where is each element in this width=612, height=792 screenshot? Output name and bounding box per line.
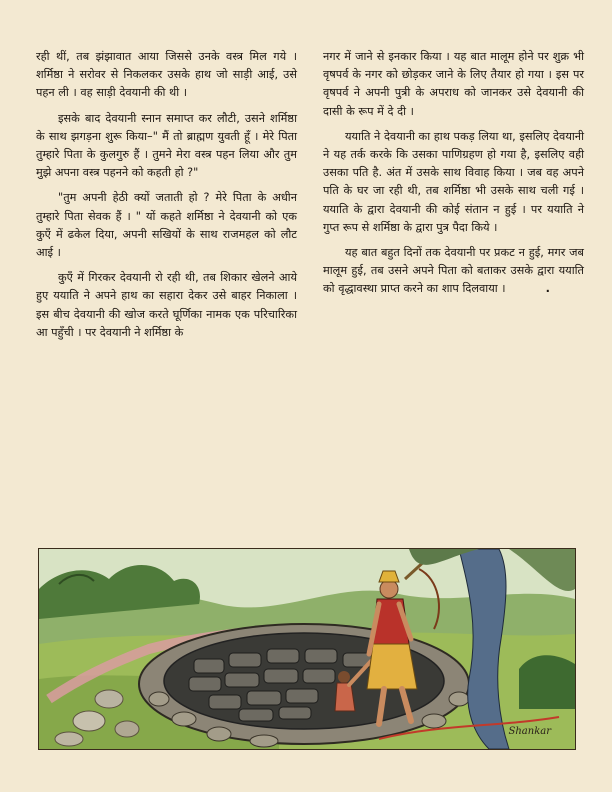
text-columns — [36, 48, 584, 528]
left-column — [36, 48, 297, 528]
left-paragraph-1: रही थीं, तब झंझावात आया जिससे उनके वस्त्र मिल गये । शर्मिष्ठा ने सरोवर से निकलकर उसके हाथ जो साड़ी आई, उसे पहन ली । वह साड़ी देवयानी की थी । — [36, 50, 297, 100]
right-paragraph-3 — [323, 244, 584, 299]
artist-signature: Shankar — [508, 726, 551, 737]
right-paragraph-2: ययाति ने देवयानी का हाथ पकड़ लिया था, इसलिए देवयानी ने यह तर्क करके कि उसका पाणिग्रहण हो गया है, इसलिए वही उसका पति है. अंत में उसके साथ विवाह किया । जब वह अपने पति के घर जा रही थी, तब शर्मिष्ठा भी उसके साथ चली गई । ययाति के द्वारा देवयानी की कोई संतान न हुई । पर ययाति ने गुप्त रूप से शर्मिष्ठा के द्वारा पुत्र पैदा किये । — [323, 129, 584, 234]
illustration-drawing — [39, 549, 575, 749]
left-paragraph-4: कुएँ में गिरकर देवयानी रो रही थी, तब शिकार खेलने आये हुए ययाति ने अपने हाथ का सहारा देकर उसे बाहर निकाला । इस बीच देवयानी की खोज करते घूर्णिका नामक एक परिचारिका आ पहुँची । पर देवयानी ने शर्मिष्ठा के — [36, 271, 297, 339]
illustration-well-rescue — [38, 548, 576, 750]
right-column — [323, 48, 584, 528]
right-paragraph-1: नगर में जाने से इनकार किया । यह बात मालूम होने पर शुक्र भी वृषपर्व के नगर को छोड़कर जाने के लिए तैयार हो गया । इस पर वृषपर्व ने अपनी पुत्री के अपराध को जानकर उसे देवयानी की दासी के रूप में दे दी । — [323, 50, 584, 118]
left-paragraph-2: इसके बाद देवयानी स्नान समाप्त कर लौटी, उसने शर्मिष्ठा के साथ झगड़ना शुरू किया–" मैं तो ब्राह्मण युवती हूँ । मेरे पिता तुम्हारे पिता के कुलगुरु हैं । तुमने मेरा वस्त्र पहन लिया और तुम मुझे अपना वस्त्र पहनने को कहती हो ?" — [36, 111, 297, 180]
right-paragraph-3-text: यह बात बहुत दिनों तक देवयानी पर प्रकट न हुई, मगर जब मालूम हुई, तब उसने अपने पिता को बताकर उसके द्वारा ययाति को वृद्धावस्था प्राप्त करने का शाप दिलवाया । — [323, 246, 584, 296]
end-mark: . — [545, 282, 550, 296]
left-paragraph-3: "तुम अपनी हेठी क्यों जताती हो ? मेरे पिता के अधीन तुम्हारे पिता सेवक हैं । " यों कहते शर्मिष्ठा ने देवयानी को एक कुएँ में ढकेल दिया, अपनी सखियों के साथ राजमहल को लौट आई । — [36, 191, 297, 260]
